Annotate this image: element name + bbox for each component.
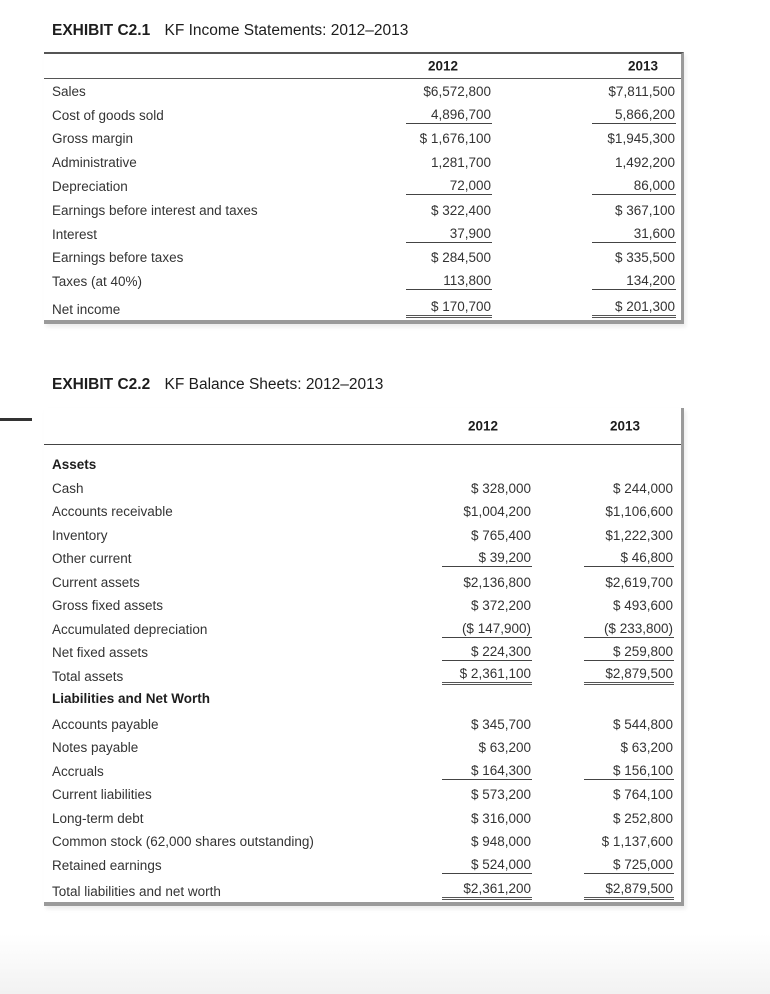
row-label: Cost of goods sold <box>52 107 164 123</box>
exhibit-number: EXHIBIT C2.2 <box>52 376 151 393</box>
row-label: Gross fixed assets <box>52 598 164 613</box>
column-header-2013: 2013 <box>610 418 641 434</box>
value-2013: $1,945,300 <box>607 131 675 147</box>
exhibit-number: EXHIBIT C2.1 <box>52 22 151 39</box>
value-2012: $ 948,000 <box>470 834 531 849</box>
table-row <box>44 475 681 499</box>
value-2013: $ 46,800 <box>584 550 674 567</box>
value-2012: $ 2,361,100 <box>442 666 532 685</box>
table-row <box>44 829 681 853</box>
value-2013: $ 335,500 <box>614 250 675 266</box>
table-row <box>44 499 681 523</box>
value-2012: $ 164,300 <box>442 763 532 780</box>
row-label: Accounts receivable <box>52 504 173 519</box>
value-2012: $ 372,200 <box>470 598 531 613</box>
row-label: Interest <box>52 226 98 242</box>
balance-sheet-table <box>44 408 684 906</box>
column-header-2012: 2012 <box>428 58 459 74</box>
value-2013: $ 259,800 <box>584 644 674 661</box>
value-2012: 113,800 <box>406 273 492 290</box>
value-2012: $ 328,000 <box>470 480 531 496</box>
table-row <box>44 735 681 759</box>
margin-mark <box>0 418 32 421</box>
row-label: Current liabilities <box>52 787 152 802</box>
value-2012: $ 224,300 <box>442 644 532 661</box>
value-2013: 5,866,200 <box>592 107 676 124</box>
value-2013: ($ 233,800) <box>584 621 674 638</box>
value-2012: 4,896,700 <box>406 107 492 124</box>
value-2013: $ 63,200 <box>620 740 673 755</box>
value-2012: $2,361,200 <box>442 881 532 900</box>
value-2012: ($ 147,900) <box>442 621 532 638</box>
value-2013: $ 764,100 <box>612 787 673 802</box>
value-2013: $1,106,600 <box>605 504 673 519</box>
income-statement-table <box>44 52 684 324</box>
row-label: Other current <box>52 551 132 566</box>
value-2012: $ 345,700 <box>470 716 531 732</box>
table-row <box>44 221 681 245</box>
table-row <box>44 522 681 546</box>
exhibit-balance-sheet <box>44 372 684 906</box>
value-2013: 1,492,200 <box>614 155 675 171</box>
table-row <box>44 593 681 617</box>
row-label: Long-term debt <box>52 810 144 826</box>
row-label: Net fixed assets <box>52 645 149 660</box>
row-label: Net income <box>52 302 121 318</box>
row-label: Total liabilities and net worth <box>52 883 221 899</box>
value-2013: $1,222,300 <box>605 527 673 543</box>
row-label: Accruals <box>52 763 104 779</box>
table-row <box>44 663 681 687</box>
value-2012: $1,004,200 <box>463 504 531 519</box>
table-row <box>44 640 681 664</box>
value-2013: $ 1,137,600 <box>601 834 673 849</box>
value-2012: $ 63,200 <box>478 740 531 755</box>
table-row <box>44 268 681 292</box>
column-header-2013: 2013 <box>628 58 659 74</box>
value-2013: 31,600 <box>592 226 676 243</box>
table-row <box>44 245 681 269</box>
row-label: Administrative <box>52 155 137 171</box>
row-label: Gross margin <box>52 131 134 147</box>
value-2013: $ 725,000 <box>584 857 674 874</box>
value-2013: $ 544,800 <box>612 716 673 732</box>
exhibit-income-statement <box>44 18 684 324</box>
value-2012: $6,572,800 <box>423 83 491 99</box>
value-2013: $ 367,100 <box>614 202 675 218</box>
value-2013: $ 493,600 <box>612 598 673 613</box>
value-2013: $2,879,500 <box>584 881 674 900</box>
row-label: Notes payable <box>52 740 139 755</box>
value-2013: $ 201,300 <box>592 299 676 318</box>
table-header <box>44 408 681 445</box>
table-row <box>44 782 681 806</box>
bottom-shadow <box>0 934 770 994</box>
row-label: Earnings before taxes <box>52 250 184 266</box>
value-2013: $ 156,100 <box>584 763 674 780</box>
table-row <box>44 546 681 570</box>
value-2012: 72,000 <box>406 178 492 195</box>
row-label: Total assets <box>52 668 124 684</box>
exhibit-caption: KF Income Statements: 2012–2013 <box>164 22 409 39</box>
table-header <box>44 54 681 78</box>
table-row <box>44 758 681 782</box>
value-2012: $ 284,500 <box>430 250 491 266</box>
table-row <box>44 292 681 320</box>
value-2012: 1,281,700 <box>430 155 491 171</box>
table-row <box>44 197 681 221</box>
table-row <box>44 569 681 593</box>
table-row <box>44 616 681 640</box>
value-2012: $ 316,000 <box>470 810 531 826</box>
row-label: Liabilities and Net Worth <box>52 690 211 706</box>
table-row <box>44 852 681 876</box>
column-header-2012: 2012 <box>468 418 499 434</box>
row-label: Taxes (at 40%) <box>52 274 143 290</box>
table-row <box>44 78 681 102</box>
value-2012: $2,136,800 <box>463 574 531 590</box>
table-row <box>44 173 681 197</box>
value-2013: $2,879,500 <box>584 666 674 685</box>
table-row <box>44 805 681 829</box>
value-2012: $ 1,676,100 <box>419 131 491 147</box>
value-2012: $ 322,400 <box>430 202 491 218</box>
value-2012: $ 573,200 <box>470 787 531 802</box>
row-label: Depreciation <box>52 178 128 194</box>
value-2013: $7,811,500 <box>608 83 675 99</box>
row-label: Accounts payable <box>52 716 159 732</box>
table-row <box>44 126 681 150</box>
value-2012: $ 39,200 <box>442 550 532 567</box>
row-label: Inventory <box>52 527 108 543</box>
row-label: Assets <box>52 457 97 472</box>
row-label: Cash <box>52 480 84 496</box>
row-label: Common stock (62,000 shares outstanding) <box>52 834 314 849</box>
value-2012: 37,900 <box>406 226 492 243</box>
table-row <box>44 102 681 126</box>
exhibit-caption: KF Balance Sheets: 2012–2013 <box>164 376 384 393</box>
table-row <box>44 876 681 902</box>
value-2012: $ 765,400 <box>470 527 531 543</box>
value-2013: $ 252,800 <box>612 810 673 826</box>
row-label: Sales <box>52 83 86 99</box>
table-row <box>44 149 681 173</box>
section-heading-liabilities <box>44 687 681 709</box>
row-label: Earnings before interest and taxes <box>52 202 258 218</box>
section-heading-assets <box>44 445 681 475</box>
row-label: Accumulated depreciation <box>52 621 208 637</box>
row-label: Current assets <box>52 574 140 590</box>
value-2012: $ 170,700 <box>406 299 492 318</box>
value-2013: 86,000 <box>592 178 676 195</box>
value-2013: 134,200 <box>592 273 676 290</box>
table-row <box>44 709 681 735</box>
value-2013: $ 244,000 <box>612 480 673 496</box>
value-2013: $2,619,700 <box>605 574 673 590</box>
row-label: Retained earnings <box>52 857 162 873</box>
value-2012: $ 524,000 <box>442 857 532 874</box>
exhibit-title <box>44 18 684 44</box>
exhibit-title <box>44 372 684 398</box>
